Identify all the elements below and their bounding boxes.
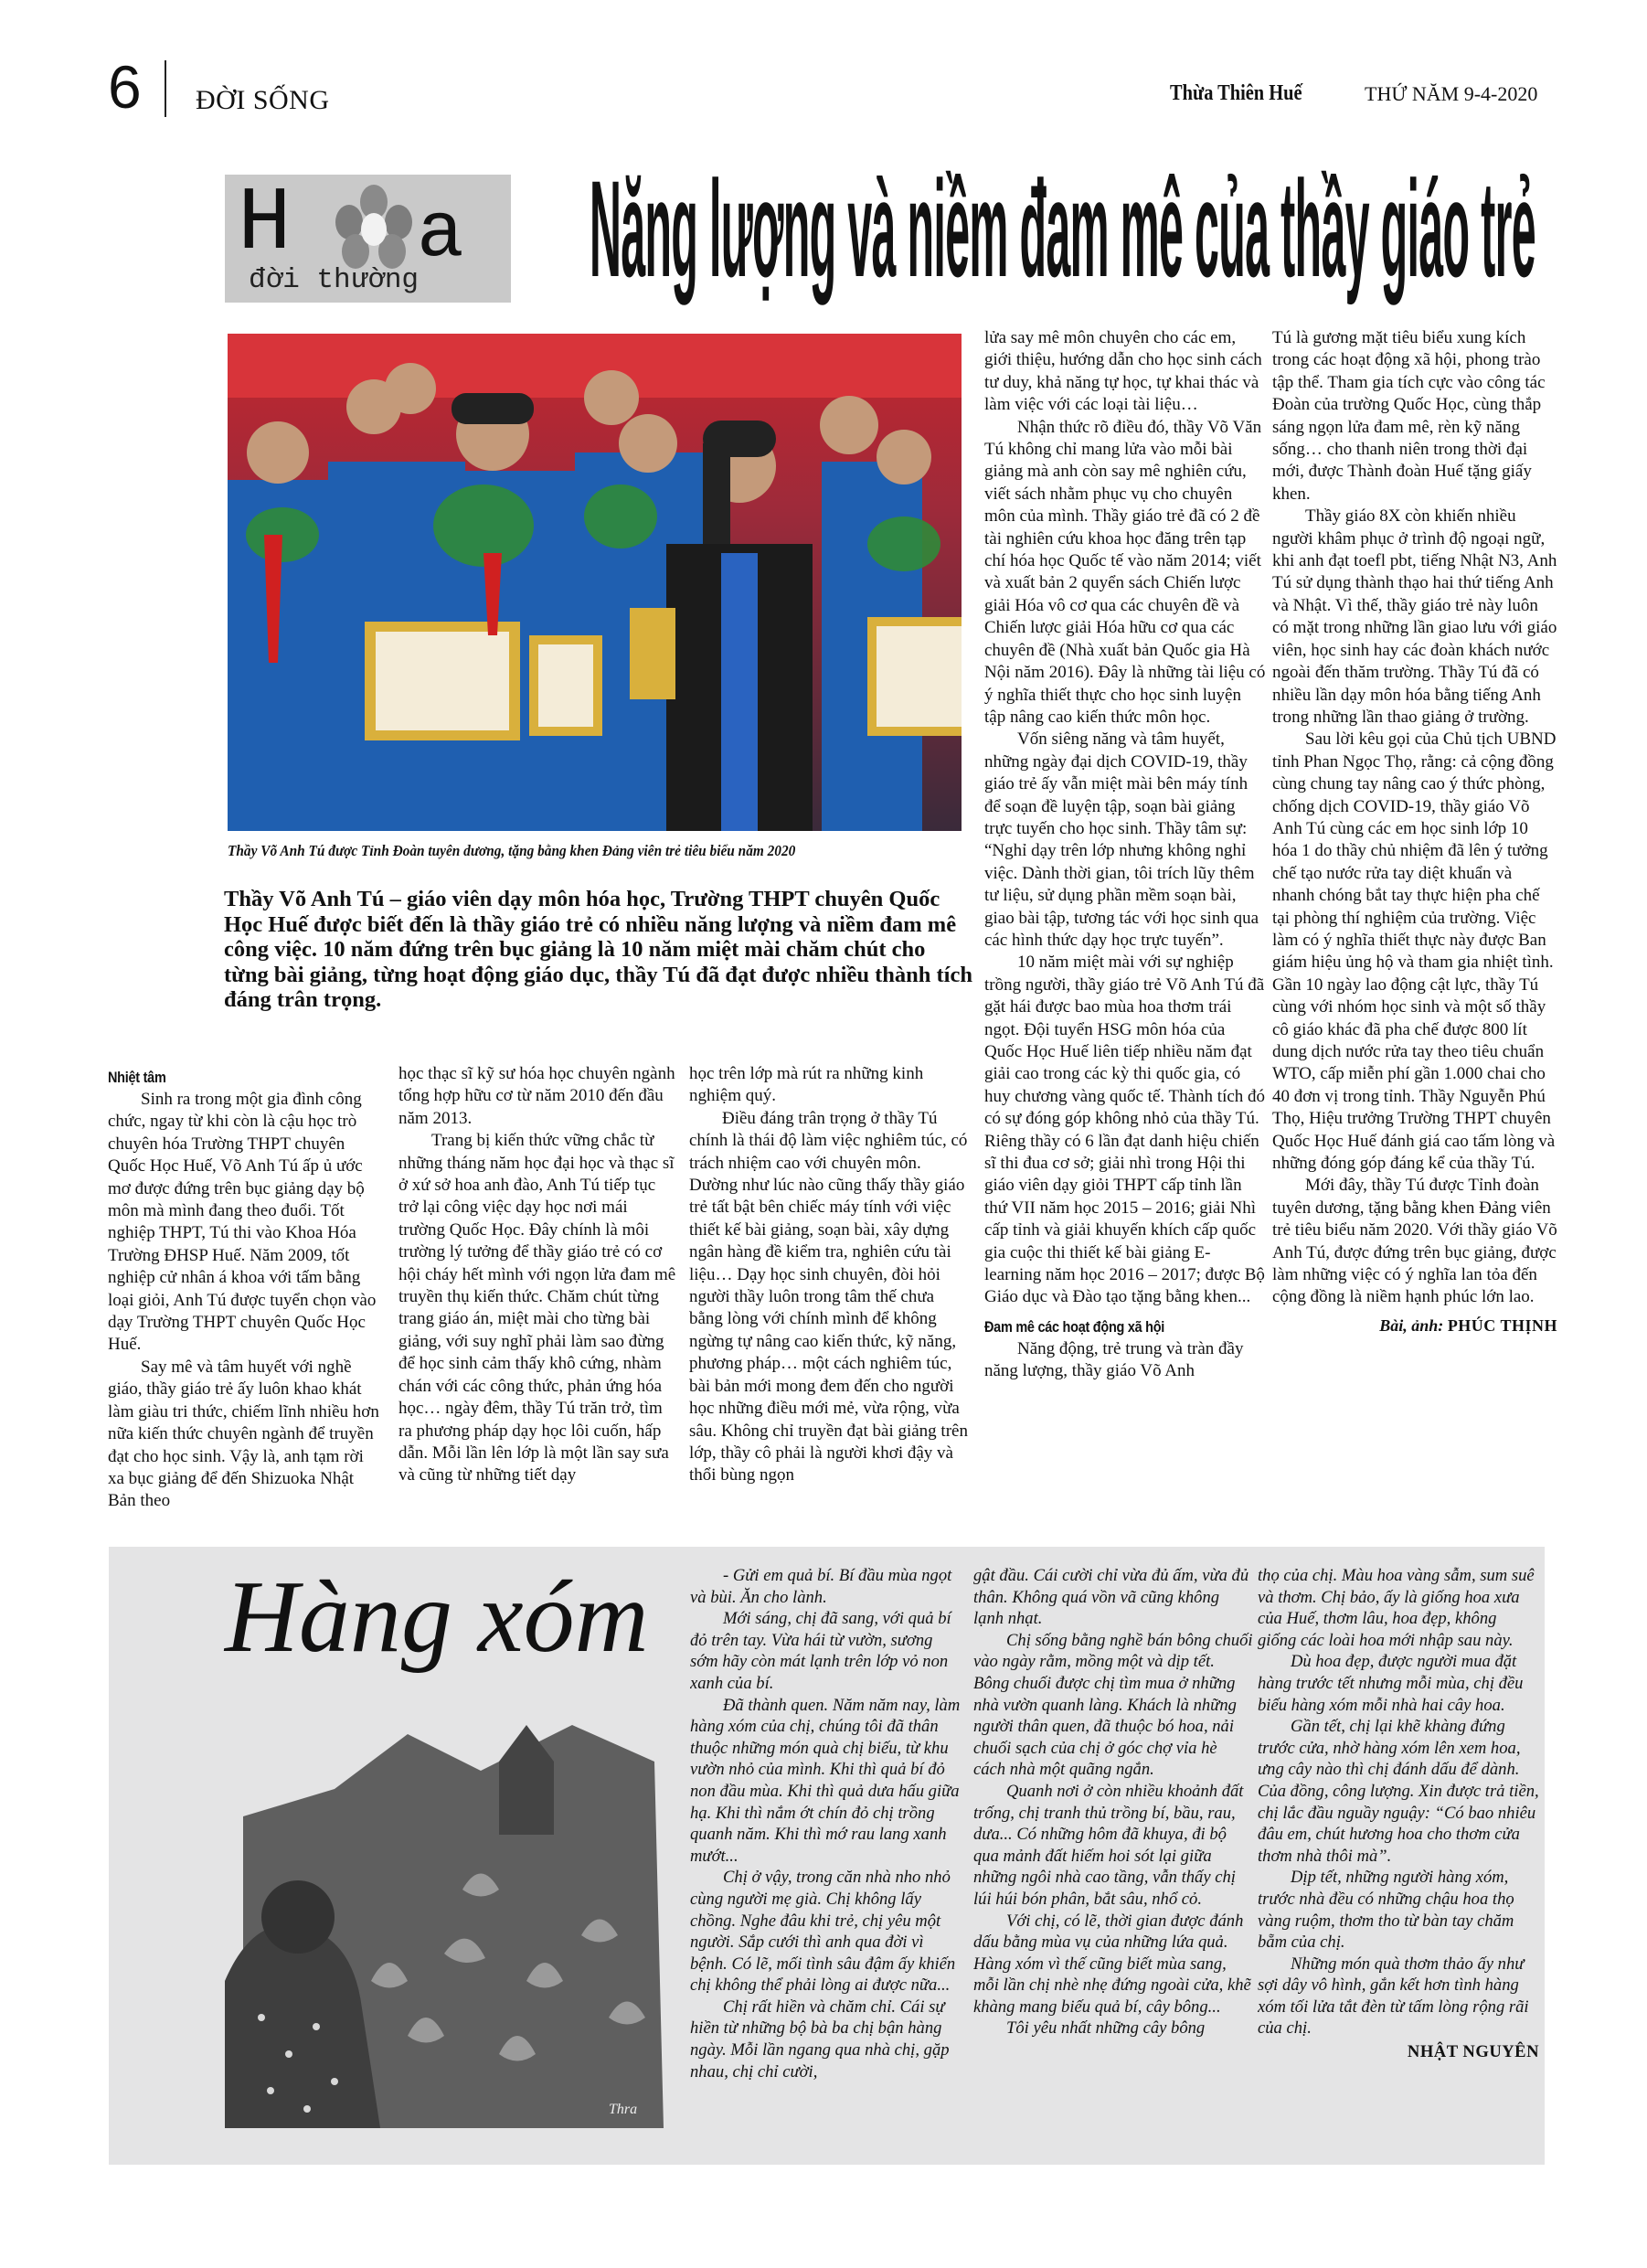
paragraph: gật đầu. Cái cười chỉ vừa đủ ấm, vừa đủ thân. Không quá vồn vã cũng không lạnh nhạt. — [973, 1566, 1249, 1629]
paragraph: thọ của chị. Màu hoa vàng sẫm, sum suê và thơm. Chị bảo, ấy là giống hoa xưa của Huế, thơm lâu, hoa đẹp, không giống các loài hoa mới nhập sau này. — [1258, 1566, 1535, 1650]
essay-author: NHẬT NGUYÊN — [1407, 2042, 1539, 2062]
paragraph: Năng động, trẻ trung và tràn đầy năng lượng, thầy giáo Võ Anh — [984, 1338, 1244, 1381]
award-ceremony-photo — [228, 334, 962, 831]
logo-letter-h: H — [238, 174, 292, 275]
paragraph: Điều đáng trân trọng ở thầy Tú chính là thái độ làm việc nghiêm túc, có trách nhiệm cao với chuyên môn. Dường như lúc nào cũng thấy thầy giáo trẻ tất bật bên chiếc máy tính với việc thiết kế bài giảng, soạn bài, xây dựng ngân hàng đề kiểm tra, nghiên cứu tài liệu… Dạy học sinh chuyên, đòi hỏi người thầy luôn trong tâm thế chưa bằng lòng với chính mình để không ngừng tự nâng cao kiến thức, kỹ năng, phương pháp… một cách nghiêm túc, bài bản mới mong đem đến cho người học những điều mới mẻ, vừa rộng, vừa sâu. Không chỉ truyền đạt bài giảng trên lớp, thầy cô phải là người khơi đậy và thổi bùng ngọn — [689, 1108, 968, 1485]
subheading-nhiet-tam: Nhiệt tâm — [108, 1069, 166, 1086]
page-number: 6 — [108, 53, 142, 121]
paragraph: Dù hoa đẹp, được người mua đặt hàng trước tết nhưng mỗi mùa, chị đều biếu hàng xóm mỗi nhà hai cây hoa. — [1258, 1652, 1524, 1715]
photo-caption: Thầy Võ Anh Tú được Tỉnh Đoàn tuyên dương, tặng bằng khen Đảng viên trẻ tiêu biểu năm 2020 — [228, 842, 796, 859]
artist-signature: Thra — [609, 2102, 638, 2117]
paragraph: Vốn siêng năng và tâm huyết, những ngày đại dịch COVID-19, thầy giáo trẻ ấy vẫn miệt mài bên máy tính để soạn đề luyện tập, soạn bài giảng trực tuyến cho học sinh. Thầy tâm sự: “Nghỉ dạy trên lớp nhưng không nghỉ việc. Dành thời gian, tôi trích lũy thêm tư liệu, sử dụng phần mềm soạn bài, giao bài tập, tương tác với học sinh qua các hình thức dạy học trực tuyến”. — [984, 729, 1259, 950]
paragraph: lửa say mê môn chuyên cho các em, giới thiệu, hướng dẫn cho học sinh cách tư duy, khả năng tự học, tự khai thác và làm việc với các loại tài liệu… — [984, 328, 1262, 415]
paragraph-group — [398, 1063, 678, 1487]
paragraph: Chị rất hiền và chăm chỉ. Cái sự hiền từ những bộ bà ba chị bận hàng ngày. Mỗi lần ngang qua nhà chị, gặp nhau, chị chỉ cười, — [690, 1996, 950, 2082]
byline-name: PHÚC THỊNH — [1447, 1315, 1557, 1335]
paragraph: - Gửi em quả bí. Bí đầu mùa ngọt và bùi. Ăn cho lành. — [690, 1566, 952, 1607]
paragraph: 10 năm miệt mài với sự nghiệp trồng người, thầy giáo trẻ Võ Anh Tú đã gặt hái được bao mùa hoa thơm trái ngọt. Đội tuyển HSG môn hóa của Quốc Học Huế liên tiếp nhiều năm đạt giải cao trong các kỳ thi quốc gia, có huy chương vàng quốc tế. Thành tích đó có sự đóng góp không nhỏ của thầy Tú. Riêng thầy có 6 lần đạt danh hiệu chiến sĩ thi đua cơ sở; giải nhì trong Hội thi giáo viên dạy giỏi THPT cấp tỉnh lần thứ VII năm học 2015 – 2016; giải Nhì cấp tỉnh và giải khuyến khích cấp quốc gia cuộc thi thiết kế bài giảng E-learning năm học 2016 – 2017; được Bộ Giáo dục và Đào tạo tặng bằng khen... — [984, 953, 1266, 1307]
paragraph: Dịp tết, những người hàng xóm, trước nhà đều có những chậu hoa thọ vàng ruộm, thơm tho từ bàn tay chăm bẵm của chị. — [1258, 1868, 1514, 1953]
paragraph: Chị sống bằng nghề bán bông chuối vào ngày rằm, mồng một và dịp tết. Bông chuối được chị tìm mua ở những nhà vườn quanh làng. Khách là những người thân quen, đã thuộc bó hoa, nải chuối sạch của chị ở góc chợ vỉa hè cách nhà một quãng ngắn. — [973, 1630, 1253, 1780]
paragraph: Với chị, có lẽ, thời gian được đánh dấu bằng mùa vụ của những lứa quả. Hàng xóm vì thế cũng biết mùa sang, mỗi lần chị nhè nhẹ đứng ngoài cửa, khẽ khàng mang biếu quả bí, cây bông... — [973, 1911, 1251, 2017]
headline: Năng lượng và niềm đam mê của thầy giáo trẻ — [590, 152, 1535, 305]
article-lead: Thầy Võ Anh Tú – giáo viên dạy môn hóa học, Trường THPT chuyên Quốc Học Huế được biết đến là thầy giáo trẻ có nhiều năng lượng và niềm đam mê công việc. 10 năm đứng trên bục giảng là 10 năm miệt mài chăm chút cho từng bài giảng, từng hoạt động giáo dục, thầy Tú đã đạt được nhiều thành tích đáng trân trọng. — [224, 887, 972, 1012]
article-column-4 — [984, 327, 1266, 1543]
article-photo — [228, 334, 962, 831]
paragraph: Tôi yêu nhất những cây bông — [1006, 2018, 1206, 2039]
paragraph: Tú là gương mặt tiêu biểu xung kích trong các hoạt động xã hội, phong trào tập thể. Tham gia tích cực vào công tác Đoàn của trường Quốc Học, cùng thắp sáng ngọn lửa đam mê, rèn kỹ năng sống… cho thanh niên trong thời đại mới, được Thành đoàn Huế tặng giấy khen. — [1272, 328, 1546, 504]
logo-letter-a: a — [417, 189, 464, 279]
logo-subtitle: đời thường — [249, 264, 420, 296]
paragraph-group — [1272, 327, 1557, 1309]
paragraph-group — [984, 1338, 1266, 1383]
paragraph: Những món quà thơm thảo ấy như sợi dây vô hình, gắn kết hơn tình hàng xóm tối lửa tắt đèn từ tấm lòng rộng rãi của chị. — [1258, 1954, 1529, 2039]
paragraph-group — [1258, 1565, 1539, 2039]
essay-title: Hàng xóm — [225, 1560, 649, 1674]
headline-wrap — [590, 154, 1540, 314]
paragraph: Đã thành quen. Năm năm nay, làm hàng xóm của chị, chúng tôi đã thân thuộc những món quà chị biếu, từ khu vườn nhỏ của mình. Khi thì quả bí đỏ non đầu mùa. Khi thì quả dưa hấu giữa hạ. Khi thì nắm ớt chín đỏ chị trồng quanh năm. Khi thì mớ rau lang xanh mướt... — [690, 1695, 961, 1866]
article-column-1 — [108, 1063, 382, 1539]
paragraph: học thạc sĩ kỹ sư hóa học chuyên ngành tổng hợp hữu cơ từ năm 2010 đến đầu năm 2013. — [398, 1064, 675, 1128]
paragraph: Mới sáng, chị đã sang, với quả bí đỏ trên tay. Vừa hái từ vườn, sương sớm hãy còn mát lạnh trên lớp vỏ non xanh của bí. — [690, 1609, 951, 1693]
column-logo — [225, 175, 511, 303]
paragraph: học trên lớp mà rút ra những kinh nghiệm quý. — [689, 1064, 924, 1106]
woman-with-flowers-illustration — [225, 1707, 675, 2128]
paragraph-group — [984, 327, 1266, 1309]
article-column-5 — [1272, 327, 1557, 1543]
essay-column-2 — [973, 1565, 1253, 2150]
paragraph-group — [973, 1565, 1253, 2039]
header-divider — [165, 60, 166, 117]
newspaper-name: Thừa Thiên Huế — [1170, 81, 1302, 105]
paragraph: Sinh ra trong một gia đình công chức, ngay từ khi còn là cậu học trò chuyên hóa Trường THPT chuyên Quốc Học Huế, Võ Anh Tú ấp ủ ước mơ được đứng trên bục giảng dạy bộ môn mà mình đang theo đuổi. Tốt nghiệp THPT, Tú thi vào Khoa Hóa Trường ĐHSP Huế. Năm 2009, tốt nghiệp cử nhân á khoa với tấm bằng loại giỏi, Anh Tú được tuyển chọn vào dạy Trường THPT chuyên Quốc Học Huế. — [108, 1090, 377, 1355]
essay-column-1 — [690, 1565, 964, 2150]
byline-label: Bài, ảnh: — [1379, 1315, 1444, 1335]
paragraph: Trang bị kiến thức vững chắc từ những tháng năm học đại học và thạc sĩ ở xứ sở hoa anh đào, Anh Tú tiếp tục trở lại công việc dạy học nơi mái trường Quốc Học. Đây chính là môi trường lý tưởng để thầy giáo trẻ có cơ hội cháy hết mình với ngọn lửa đam mê truyền thụ kiến thức. Chăm chút từng trang giáo án, miệt mài cho từng bài giảng, với suy nghĩ phải làm sao đừng để học sinh cảm thấy khô cứng, nhàm chán với các công thức, phản ứng hóa học… ngày đêm, thầy Tú trăn trở, tìm ra phương pháp dạy học lôi cuốn, hấp dẫn. Mỗi lần lên lớp là một lần say sưa và cũng từ những tiết dạy — [398, 1131, 676, 1485]
article-byline — [1272, 1315, 1557, 1336]
paragraph: Mới đây, thầy Tú được Tỉnh đoàn tuyên dương, tặng bằng khen Đảng viên trẻ tiêu biểu năm 2020. Với thầy giáo Võ Anh Tú, được đứng trên bục giảng, được làm những việc có ý nghĩa lan tỏa đến cộng đồng là niềm hạnh phúc lớn lao. — [1272, 1176, 1557, 1307]
paragraph: Quanh nơi ở còn nhiều khoảnh đất trống, chị tranh thủ trồng bí, bầu, rau, dưa... Có những hôm đã khuya, đi bộ qua mảnh đất hiếm hoi sót lại giữa những ngôi nhà cao tầng, vẫn thấy chị lúi húi bón phân, bắt sâu, nhổ cỏ. — [973, 1781, 1244, 1909]
paragraph: Gần tết, chị lại khẽ khàng đứng trước cửa, nhờ hàng xóm lên xem hoa, ưng cây nào thì chị đánh dấu để dành. Của đồng, công lượng. Xin được trả tiền, chị lắc đầu nguầy nguậy: “Có bao nhiêu đâu em, chút hương hoa cho thơm cửa thơm nhà thôi mà”. — [1258, 1717, 1539, 1866]
issue-date: THỨ NĂM 9-4-2020 — [1365, 82, 1538, 105]
paragraph: Thầy giáo 8X còn khiến nhiều người khâm phục ở trình độ ngoại ngữ, khi anh đạt toefl pbt, tiếng Nhật N3, Anh Tú sử dụng thành thạo hai thứ tiếng Anh và Nhật. Vì thế, thầy giáo trẻ này luôn có mặt trong những lần giao lưu với giáo viên, học sinh hay các đoàn khách nước ngoài đến thăm trường. Thầy Tú đã có nhiều lần dạy môn hóa bằng tiếng Anh trong những lần thao giảng ở trường. — [1272, 506, 1557, 727]
paragraph: Sau lời kêu gọi của Chủ tịch UBND tỉnh Phan Ngọc Thọ, rằng: cả cộng đồng cùng chung tay nâng cao ý thức phòng, chống dịch COVID-19, thầy giáo Võ Anh Tú cùng các em học sinh lớp 10 hóa 1 do thầy chủ nhiệm đã lên ý tưởng chế tạo nước rửa tay diệt khuẩn và nhanh chóng bắt tay thực hiện pha chế tại phòng thí nghiệm của trường. Việc làm có ý nghĩa thiết thực này được Ban giám hiệu ủng hộ và tham gia nhiệt tình. Gần 10 ngày lao động cật lực, thầy Tú cùng với nhóm học sinh và một số thầy cô giáo khác đã pha chế được 800 lít dung dịch nước rửa tay theo tiêu chuẩn WTO, cấp miễn phí gần 1.000 chai cho 40 đơn vị trong tỉnh. Thầy Nguyễn Phú Thọ, Hiệu trưởng Trường THPT chuyên Quốc Học Huế đánh giá cao tấm lòng và những đóng góp đáng kể của thầy Tú. — [1272, 729, 1557, 1174]
essay-illustration — [225, 1707, 675, 2128]
paragraph: Nhận thức rõ điều đó, thầy Võ Văn Tú không chỉ mang lửa vào mỗi bài giảng mà anh còn say mê nghiên cứu, viết sách nhằm phục vụ cho chuyên môn của mình. Thầy giáo trẻ đã có 2 đề tài nghiên cứu khoa học đăng trên tạp chí hóa học Quốc tế vào năm 2014; viết và xuất bản 2 quyển sách Chiến lược giải Hóa vô cơ qua các chuyên đề và Chiến lược giải Hóa hữu cơ qua các chuyên đề (Nhà xuất bản Quốc gia Hà Nội năm 2016). Đây là những tài liệu có ý nghĩa thiết thực cho học sinh luyện tập nâng cao kiến thức môn học. — [984, 417, 1266, 727]
paragraph-group — [690, 1565, 964, 2082]
paragraph-group — [108, 1089, 382, 1513]
article-column-2 — [398, 1063, 678, 1539]
essay-column-3 — [1258, 1565, 1539, 2150]
paragraph: Say mê và tâm huyết với nghề giáo, thầy giáo trẻ ấy luôn khao khát làm giàu tri thức, chiếm lĩnh nhiều hơn nữa kiến thức chuyên ngành để truyền đạt cho học sinh. Vậy là, anh tạm rời xa bục giảng để đến Shizuoka Nhật Bản theo — [108, 1357, 379, 1511]
subheading-social-activities: Đam mê các hoạt động xã hội — [984, 1317, 1165, 1336]
flower-icon — [333, 184, 415, 272]
paragraph: Chị ở vậy, trong căn nhà nho nhỏ cùng người mẹ già. Chị không lấy chồng. Nghe đâu khi trẻ, chị yêu một người. Sắp cưới thì anh qua đời vì bệnh. Có lẽ, mối tình sâu đậm ấy khiến chị không thể phải lòng ai được nữa... — [690, 1868, 956, 1996]
paragraph-group — [689, 1063, 969, 1487]
article-column-3 — [689, 1063, 969, 1539]
section-name: ĐỜI SỐNG — [196, 85, 330, 115]
